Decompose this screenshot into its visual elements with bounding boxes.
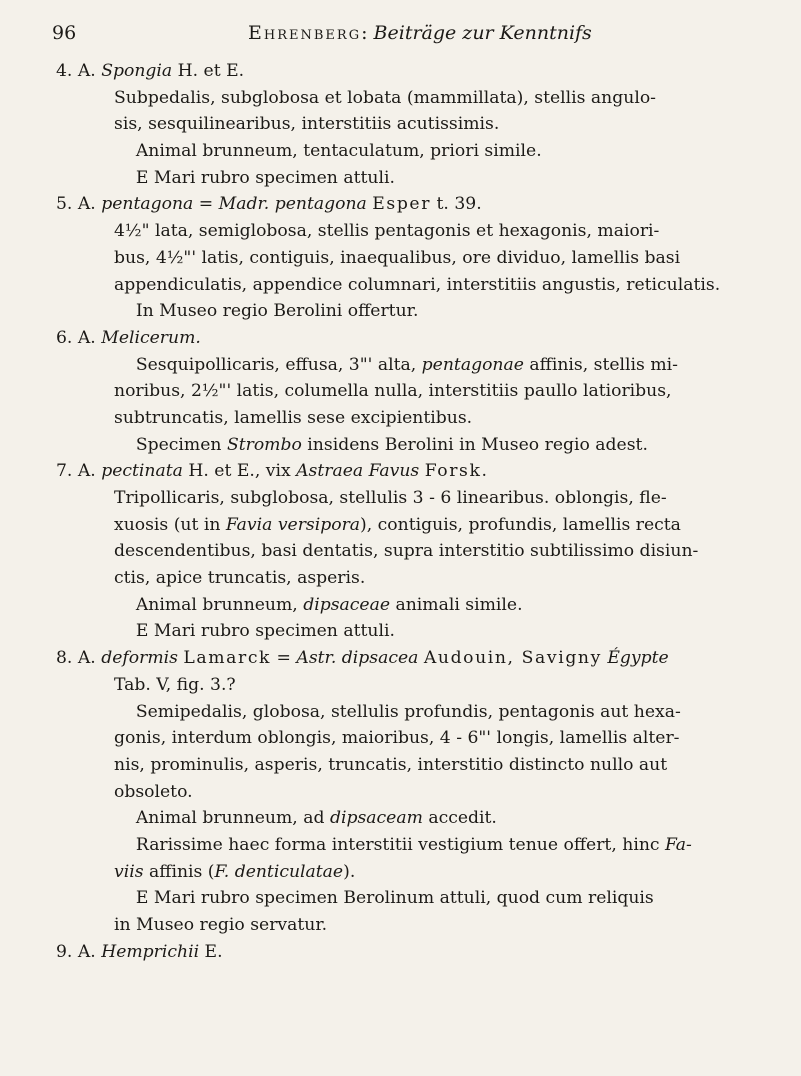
- entry-number: 5. A.: [56, 194, 96, 215]
- entry-heading: [56, 58, 756, 85]
- text-run: Semipedalis, globosa, stellulis profundis, pentagonis aut hexa-: [114, 701, 681, 722]
- entry-text-line: [56, 592, 756, 619]
- text-run: H. et E.: [172, 61, 245, 81]
- text-run: H. et E., vix: [182, 461, 297, 482]
- text-run: E Mari rubro specimen Berolinum attuli, quod cum reliquis: [114, 888, 654, 909]
- text-run: subtruncatis, lamellis sese excipientibus.: [114, 407, 473, 428]
- italic-text: pectinata: [101, 461, 183, 482]
- entry-text-line: [56, 725, 756, 752]
- species-entry: [56, 645, 756, 939]
- entry-text-line: [56, 432, 756, 459]
- text-run: sis, sesquilinearibus, interstitiis acutissimis.: [114, 114, 500, 135]
- title-separator: :: [361, 22, 374, 44]
- entry-text-line: [56, 85, 756, 112]
- entry-number: 8. A.: [56, 648, 96, 669]
- text-run: ).: [343, 861, 356, 882]
- page-number: 96: [52, 22, 77, 44]
- entry-text-line: [56, 352, 756, 379]
- italic-text: dipsaceae: [303, 594, 391, 615]
- entry-text-line: [56, 298, 756, 325]
- entry-number: 7. A.: [56, 461, 96, 482]
- text-run: Specimen: [114, 434, 227, 455]
- work-title: Beiträge zur Kenntnifs: [373, 22, 592, 44]
- italic-text: F. denticulatae: [214, 861, 344, 882]
- running-title: [248, 22, 592, 44]
- entry-text-line: [56, 805, 756, 832]
- species-entry: [56, 325, 756, 458]
- entry-text-line: [56, 165, 756, 192]
- entry-text-line: [56, 538, 756, 565]
- entry-number: 6. A.: [56, 327, 96, 348]
- entry-text-line: [56, 138, 756, 165]
- entry-text-line: [56, 618, 756, 645]
- text-run: affinis, stellis mi-: [523, 354, 678, 375]
- italic-text: Hemprichii: [101, 941, 200, 962]
- entry-text-line: [56, 779, 756, 806]
- text-run: Esper: [372, 194, 432, 215]
- page-body: [56, 58, 756, 965]
- text-run: Tab. V, fig. 3.?: [114, 674, 236, 695]
- species-entry: [56, 939, 756, 966]
- italic-text: viis: [114, 861, 144, 882]
- entry-text-line: [56, 565, 756, 592]
- italic-text: Astr. dipsacea: [296, 648, 419, 669]
- text-run: xuosis (ut in: [114, 514, 226, 535]
- italic-text: Astraea Favus: [296, 461, 420, 482]
- text-run: ctis, apice truncatis, asperis.: [114, 568, 366, 589]
- entry-text-line: [56, 512, 756, 539]
- text-run: Rarissime haec forma interstitii vestigium tenue offert, hinc: [114, 834, 665, 855]
- running-header: [0, 20, 801, 50]
- entry-text-line: [56, 272, 756, 299]
- text-run: =: [193, 194, 219, 215]
- italic-text: Égypte: [607, 648, 669, 669]
- text-run: E Mari rubro specimen attuli.: [114, 621, 395, 642]
- entry-text-line: [56, 859, 756, 886]
- italic-text: Strombo: [226, 434, 302, 455]
- text-run: ), contiguis, profundis, lamellis recta: [360, 514, 681, 535]
- text-run: =: [271, 648, 297, 669]
- entry-heading: [56, 458, 756, 485]
- text-run: t. 39.: [431, 194, 482, 215]
- text-run: affinis (: [143, 861, 215, 882]
- author-name: Ehrenberg: [248, 22, 362, 44]
- italic-text: Madr. pentagona: [218, 194, 367, 215]
- text-run: E.: [199, 941, 223, 962]
- entry-number: 4. A.: [56, 61, 96, 81]
- italic-text: dipsaceam: [329, 808, 423, 829]
- entry-text-line: [56, 752, 756, 779]
- italic-text: deformis: [101, 648, 178, 669]
- text-run: obsoleto.: [114, 781, 193, 802]
- text-run: bus, 4½"' latis, contiguis, inaequalibus, ore dividuo, lamellis basi: [114, 247, 681, 268]
- entry-heading: [56, 939, 756, 966]
- text-run: accedit.: [422, 808, 497, 829]
- text-run: animali simile.: [390, 594, 523, 615]
- entry-heading: [56, 191, 756, 218]
- text-run: Tripollicaris, subglobosa, stellulis 3 - 6 linearibus. oblongis, fle-: [114, 488, 667, 508]
- text-run: in Museo regio servatur.: [114, 915, 328, 935]
- text-run: 4½" lata, semiglobosa, stellis pentagonis et hexagonis, maiori-: [114, 221, 660, 242]
- entry-text-line: [56, 218, 756, 245]
- text-run: Sesquipollicaris, effusa, 3"' alta,: [114, 354, 422, 375]
- entry-text-line: [56, 885, 756, 912]
- species-entry: [56, 458, 756, 645]
- text-run: noribus, 2½"' latis, columella nulla, interstitiis paullo latioribus,: [114, 381, 672, 402]
- text-run: E Mari rubro specimen attuli.: [114, 167, 395, 188]
- text-run: descendentibus, basi dentatis, supra interstitio subtilissimo disiun-: [114, 541, 699, 562]
- entry-heading: [56, 645, 756, 672]
- entry-heading: [56, 325, 756, 352]
- species-entry: [56, 191, 756, 324]
- italic-text: Spongia: [101, 61, 173, 81]
- text-run: Lamarck: [183, 648, 272, 669]
- entry-text-line: [56, 832, 756, 859]
- italic-text: Melicerum.: [101, 327, 201, 348]
- text-run: Animal brunneum, tentaculatum, priori simile.: [114, 141, 542, 162]
- entry-text-line: [56, 111, 756, 138]
- text-run: gonis, interdum oblongis, maioribus, 4 - 6"' longis, lamellis alter-: [114, 728, 680, 749]
- text-run: Animal brunneum,: [114, 594, 304, 615]
- italic-text: pentagona: [101, 194, 194, 215]
- text-run: nis, prominulis, asperis, truncatis, interstitio distincto nullo aut: [114, 754, 668, 775]
- italic-text: Fa-: [664, 834, 692, 855]
- text-run: Animal brunneum, ad: [114, 808, 330, 829]
- entry-text-line: [56, 378, 756, 405]
- entry-text-line: [56, 405, 756, 432]
- entry-text-line: [56, 485, 756, 512]
- entry-text-line: [56, 912, 756, 939]
- italic-text: pentagonae: [421, 354, 524, 375]
- text-run: insidens Berolini in Museo regio adest.: [301, 434, 648, 455]
- text-run: appendiculatis, appendice columnari, interstitiis angustis, reticulatis.: [114, 274, 721, 295]
- text-run: Audouin, Savigny: [423, 648, 602, 669]
- text-run: In Museo regio Berolini offertur.: [114, 301, 419, 322]
- entry-text-line: [56, 699, 756, 726]
- text-run: Subpedalis, subglobosa et lobata (mammillata), stellis angulo-: [114, 87, 656, 108]
- entry-number: 9. A.: [56, 941, 96, 962]
- species-entry: [56, 58, 756, 191]
- text-run: Forsk.: [424, 461, 489, 482]
- entry-text-line: [56, 672, 756, 699]
- italic-text: Favia versipora: [225, 514, 361, 535]
- entry-text-line: [56, 245, 756, 272]
